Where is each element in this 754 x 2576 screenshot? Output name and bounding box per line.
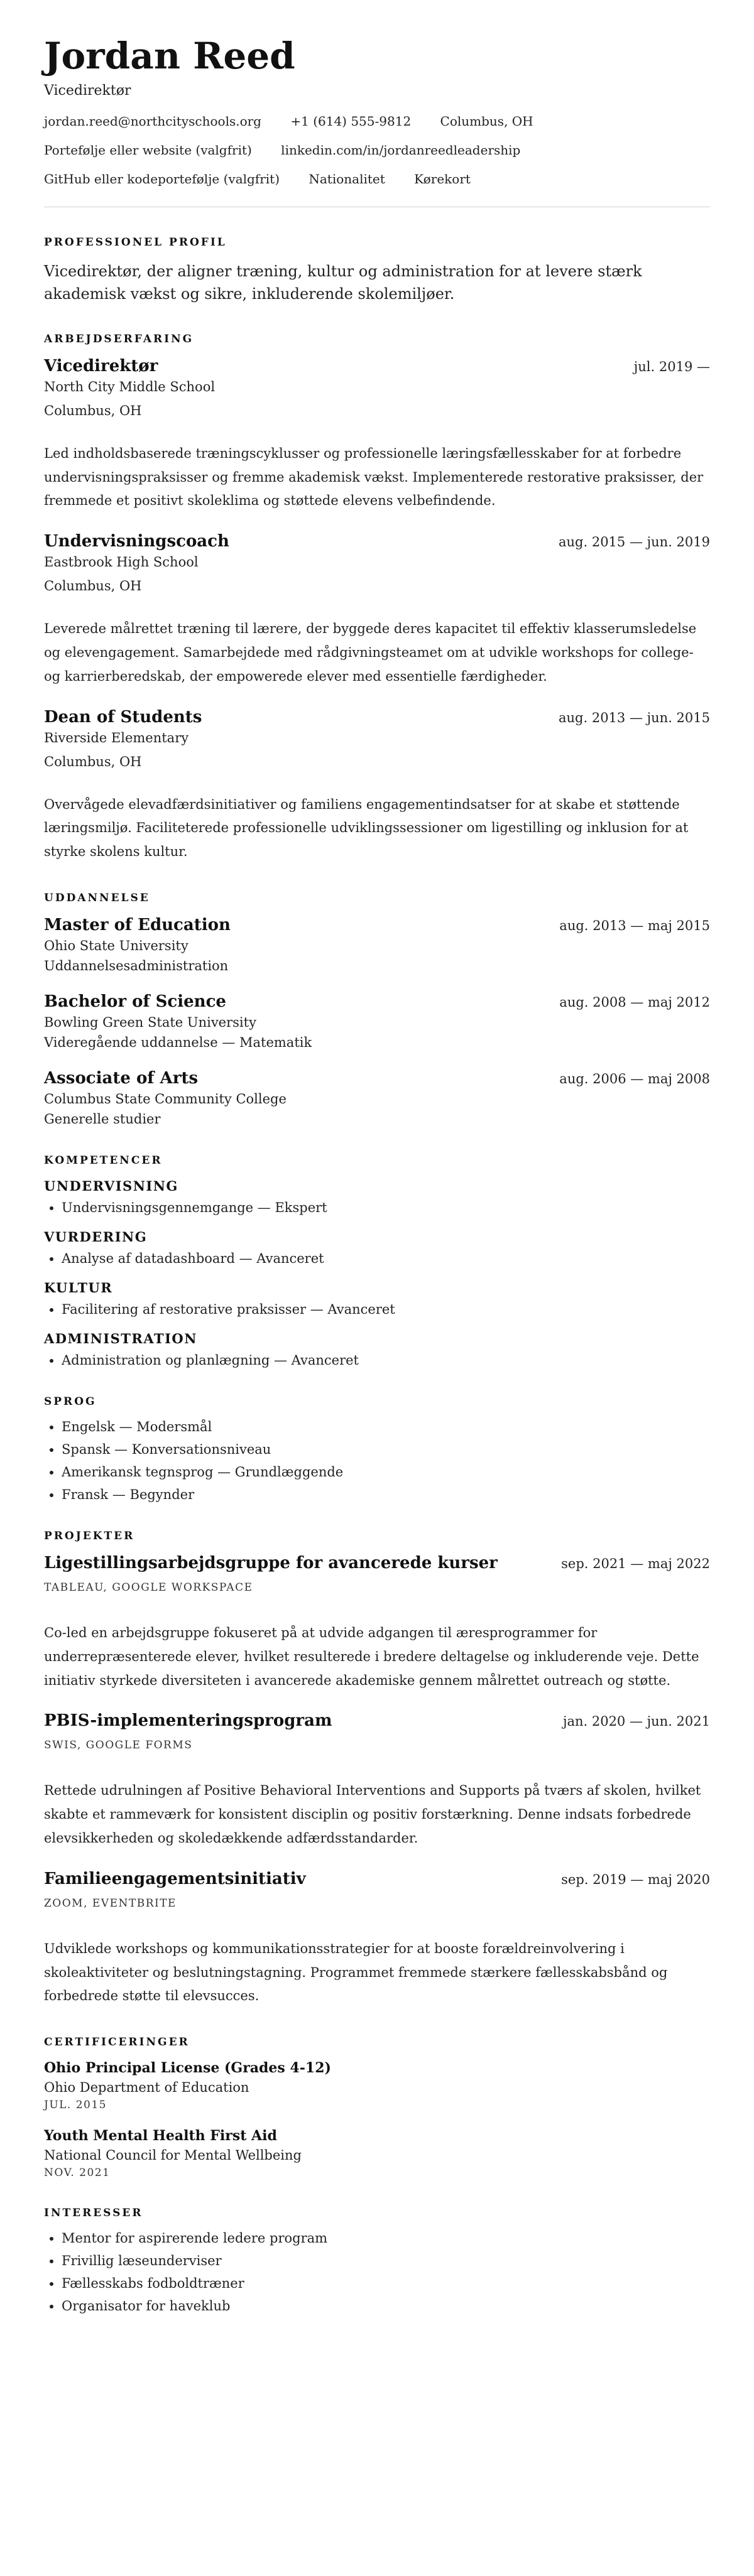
job-description: Led indholdsbaserede træningscyklusser og professionelle læringsfællesskaber for at forbedre undervisningspraksisser og fremme akademisk vækst. Implementerede restorative praksisser, der fremmede et positivt skoleklima og støttede elevens velbefindende. [44, 445, 704, 509]
job-description: Leverede målrettet træning til lærere, der byggede deres kapacitet til effektiv klasserumsledelse og elevengagement. Samarbejdede med rådgivningsteamet om at udvikle workshops for college- og karrierberedskab, der empowerede elever med essentielle færdigheder. [44, 621, 697, 684]
degree-title: Bachelor of Science [44, 992, 226, 1011]
job-title: Undervisningscoach [44, 532, 229, 551]
cert-date: NOV. 2021 [44, 2167, 111, 2180]
section-title: SPROG [44, 1395, 97, 1408]
job-org: North City Middle School [44, 379, 216, 394]
contact-row-1 [44, 114, 710, 129]
interest-list [44, 2231, 710, 2314]
job-date: aug. 2013 — jun. 2015 [559, 710, 710, 725]
skill-category: ADMINISTRATION [44, 1330, 197, 1346]
contact-github[interactable]: GitHub eller kodeportefølje (valgfrit) [44, 171, 280, 187]
contact-phone[interactable]: +1 (614) 555-9812 [290, 113, 412, 129]
interest-item: • Frivillig læseunderviser [62, 2253, 710, 2268]
education-section [44, 892, 710, 1127]
languages-section [44, 1395, 710, 1502]
job-location: Columbus, OH [44, 403, 142, 418]
contact-nationality: Nationalitet [309, 171, 385, 187]
experience-entry [44, 708, 710, 864]
education-entry [44, 916, 710, 973]
skill-category: VURDERING [44, 1228, 148, 1245]
contact-row-2 [44, 143, 710, 158]
skill-item: • Undervisningsgennemgange — Ekspert [62, 1200, 710, 1215]
contact-portfolio[interactable]: Portefølje eller website (valgfrit) [44, 142, 252, 158]
section-title: KOMPETENCER [44, 1154, 163, 1167]
project-entry [44, 1870, 710, 2008]
cert-date: JUL. 2015 [44, 2099, 107, 2112]
skill-item: • Facilitering af restorative praksisser — Avanceret [62, 1302, 710, 1317]
interest-item: • Mentor for aspirerende ledere program [62, 2231, 710, 2246]
language-list [44, 1419, 710, 1502]
language-item: • Engelsk — Modersmål [62, 1419, 710, 1434]
interest-item: • Fællesskabs fodboldtræner [62, 2276, 710, 2291]
job-date: aug. 2015 — jun. 2019 [559, 534, 710, 550]
skill-category: KULTUR [44, 1279, 113, 1296]
project-date: sep. 2021 — maj 2022 [561, 1556, 710, 1571]
skill-list [44, 1251, 710, 1266]
school-name: Columbus State Community College [44, 1091, 287, 1107]
candidate-role: Vicedirektør [44, 82, 131, 99]
cert-name: Ohio Principal License (Grades 4-12) [44, 2060, 331, 2077]
degree-field: Uddannelsesadministration [44, 958, 229, 973]
school-name: Ohio State University [44, 938, 188, 953]
project-description: Udviklede workshops og kommunikationsstrategier for at booste forældreinvolvering i skoleaktiviteter og beslutningstagning. Programmet fremmede stærkere fællesskabsbånd og forbedrede støtte til elevsucces. [44, 1940, 668, 2004]
job-date: jul. 2019 — [633, 359, 710, 374]
language-item: • Fransk — Begynder [62, 1487, 710, 1502]
language-item: • Amerikansk tegnsprog — Grundlæggende [62, 1464, 710, 1480]
candidate-name: Jordan Reed [44, 35, 295, 77]
degree-date: aug. 2006 — maj 2008 [559, 1071, 710, 1086]
education-entry [44, 1069, 710, 1127]
skill-category: UNDERVISNING [44, 1177, 178, 1194]
degree-title: Master of Education [44, 915, 231, 934]
certification-entry [44, 2060, 710, 2111]
projects-section [44, 1530, 710, 2008]
experience-entry [44, 532, 710, 688]
project-entry [44, 1554, 710, 1692]
project-title: Ligestillingsarbejdsgruppe for avancerede kurser [44, 1553, 498, 1572]
language-item: • Spansk — Konversationsniveau [62, 1442, 710, 1457]
skill-list [44, 1302, 710, 1317]
section-title: PROJEKTER [44, 1529, 135, 1542]
certifications-section [44, 2036, 710, 2179]
job-location: Columbus, OH [44, 754, 142, 769]
job-location: Columbus, OH [44, 578, 142, 594]
profile-text: Vicedirektør, der aligner træning, kultur og administration for at levere stærk akademisk vækst og sikre, inkluderende skolemiljøer. [44, 262, 642, 303]
degree-title: Associate of Arts [44, 1068, 199, 1088]
interests-section [44, 2207, 710, 2314]
section-title: UDDANNELSE [44, 891, 150, 904]
contact-license: Kørekort [414, 171, 471, 187]
degree-field: Videregående uddannelse — Matematik [44, 1034, 312, 1050]
certification-entry [44, 2128, 710, 2179]
degree-field: Generelle studier [44, 1111, 161, 1127]
skills-section [44, 1154, 710, 1368]
school-name: Bowling Green State University [44, 1014, 256, 1030]
project-entry [44, 1711, 710, 1850]
contact-location: Columbus, OH [440, 113, 533, 129]
cert-issuer: Ohio Department of Education [44, 2080, 249, 2096]
skill-item: • Analyse af datadashboard — Avanceret [62, 1251, 710, 1266]
cert-issuer: National Council for Mental Wellbeing [44, 2148, 302, 2163]
skill-item: • Administration og planlægning — Avanceret [62, 1353, 710, 1368]
experience-section [44, 333, 710, 864]
job-org: Eastbrook High School [44, 555, 199, 570]
experience-entry [44, 357, 710, 513]
degree-date: aug. 2008 — maj 2012 [559, 994, 710, 1010]
project-tech: ZOOM, EVENTBRITE [44, 1897, 177, 1910]
interest-item: • Organisator for haveklub [62, 2298, 710, 2314]
project-title: Familieengagementsinitiativ [44, 1869, 306, 1888]
degree-date: aug. 2013 — maj 2015 [559, 917, 710, 933]
contact-row-3 [44, 171, 710, 187]
education-entry [44, 992, 710, 1050]
section-title: INTERESSER [44, 2207, 143, 2220]
section-title: CERTIFICERINGER [44, 2036, 190, 2049]
project-date: jan. 2020 — jun. 2021 [562, 1714, 710, 1729]
project-description: Co-led en arbejdsgruppe fokuseret på at udvide adgangen til æresprogrammer for underrepræsenterede elever, hvilket resulterede i bredere deltagelse og inkluderende veje. Dette initiativ styrkede diversiteten i avancerede akademiske gennem målrettet outreach og støtte. [44, 1625, 699, 1688]
job-description: Overvågede elevadfærdsinitiativer og familiens engagementindsatser for at skabe et støttende læringsmiljø. Faciliteterede professionelle udviklingssessioner om ligestilling og inklusion for at styrke skolens kultur. [44, 796, 689, 860]
project-tech: SWIS, GOOGLE FORMS [44, 1739, 193, 1752]
skill-list [44, 1200, 710, 1215]
skill-list [44, 1353, 710, 1368]
profile-section [44, 236, 710, 305]
job-org: Riverside Elementary [44, 730, 189, 745]
project-title: PBIS-implementeringsprogram [44, 1711, 332, 1731]
project-tech: TABLEAU, GOOGLE WORKSPACE [44, 1581, 253, 1594]
contact-email[interactable]: jordan.reed@northcityschools.org [44, 113, 261, 129]
project-description: Rettede udrulningen af Positive Behavioral Interventions and Supports på tværs af skolen, hvilket skabte et rammeværk for konsistent disciplin og positiv forstærkning. Denne indsats forbedrede elevsikkerheden og skoledækkende adfærdsstandarder. [44, 1783, 701, 1846]
cert-name: Youth Mental Health First Aid [44, 2128, 277, 2145]
job-title: Vicedirektør [44, 356, 158, 376]
job-title: Dean of Students [44, 707, 202, 727]
contact-linkedin[interactable]: linkedin.com/in/jordanreedleadership [281, 142, 521, 158]
section-title: ARBEJDSERFARING [44, 332, 194, 345]
project-date: sep. 2019 — maj 2020 [561, 1871, 710, 1887]
section-title: PROFESSIONEL PROFIL [44, 235, 227, 249]
